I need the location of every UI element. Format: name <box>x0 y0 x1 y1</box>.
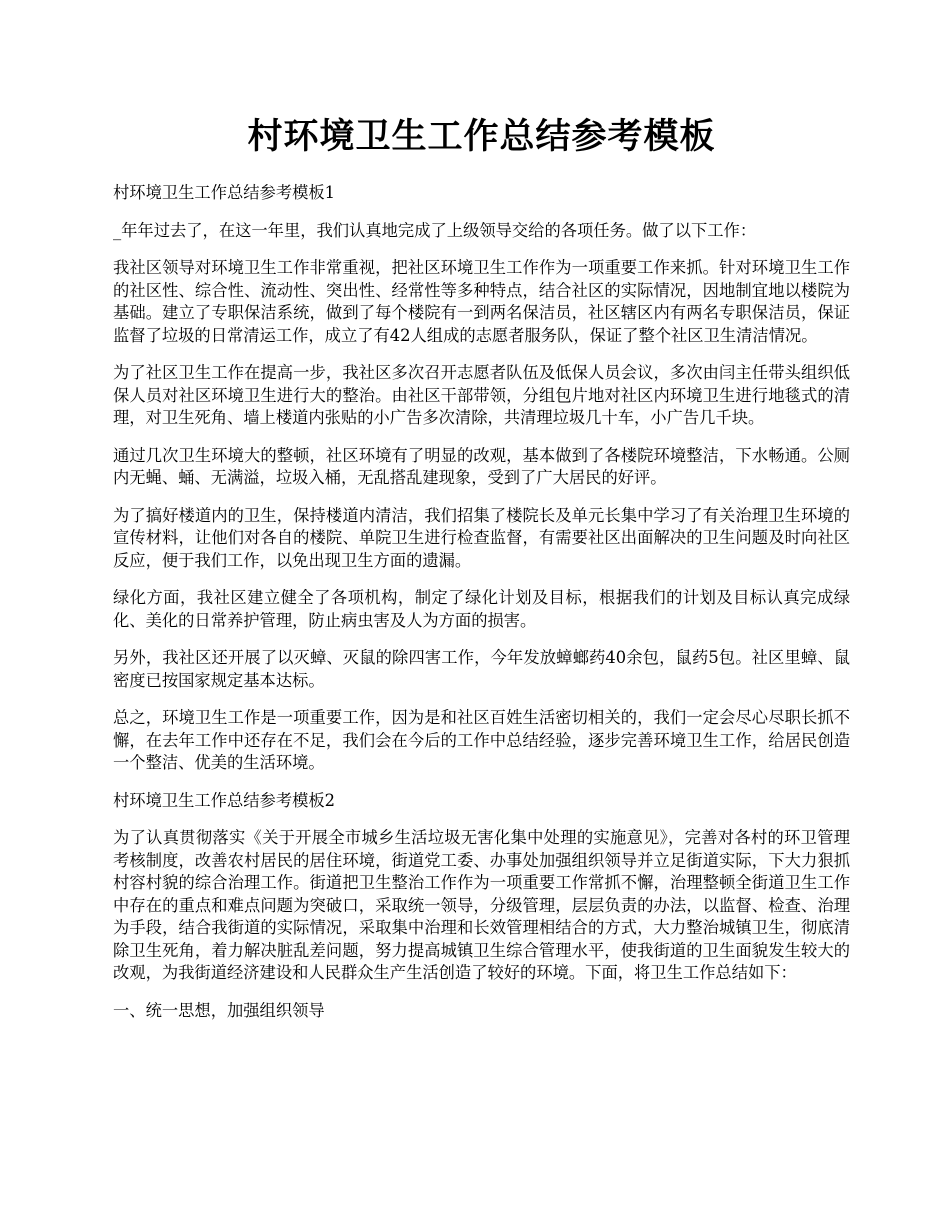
section-heading-2: 村环境卫生工作总结参考模板2 <box>113 790 336 810</box>
document-title: 村环境卫生工作总结参考模板 <box>247 116 716 157</box>
paragraph-improvement: 通过几次卫生环境大的整顿，社区环境有了明显的改观，基本做到了各楼院环境整洁，下水畅通。公厕内无蝇、蛹、无满溢，垃圾入桶，无乱搭乱建现象，受到了广大居民的好评。 <box>113 445 850 487</box>
paragraph-greening: 绿化方面，我社区建立健全了各项机构，制定了绿化计划及目标，根据我们的计划及目标认真完成绿化、美化的日常养护管理，防止病虫害及人为方面的损害。 <box>113 588 850 630</box>
subsection-heading-1: 一、统一思想，加强组织领导 <box>113 1000 325 1020</box>
paragraph-conclusion: 总之，环境卫生工作是一项重要工作，因为是和社区百姓生活密切相关的，我们一定会尽心尽职长抓不懈，在去年工作中还存在不足，我们会在今后的工作中总结经验，逐步完善环境卫生工作，给居民创造一个整洁、优美的生活环境。 <box>113 708 850 772</box>
section-heading-1: 村环境卫生工作总结参考模板1 <box>113 183 336 202</box>
paragraph-pest-control: 另外，我社区还开展了以灭蟑、灭鼠的除四害工作，今年发放蟑螂药40余包，鼠药5包。社区里蟑、鼠密度已按国家规定基本达标。 <box>113 648 850 690</box>
paragraph-corridor-hygiene: 为了搞好楼道内的卫生，保持楼道内清洁，我们招集了楼院长及单元长集中学习了有关治理卫生环境的宣传材料，让他们对各自的楼院、单院卫生进行检查监督，有需要社区出面解决的卫生问题及时向社区反应，便于我们工作，以免出现卫生方面的遗漏。 <box>113 505 850 570</box>
document-page <box>113 112 850 1037</box>
paragraph-volunteer-cleanup: 为了社区卫生工作在提高一步，我社区多次召开志愿者队伍及低保人员会议，多次由闫主任带头组织低保人员对社区环境卫生进行大的整治。由社区干部带领，分组包片地对社区内环境卫生进行地毯式的清理，对卫生死角、墙上楼道内张贴的小广告多次清除，共清理垃圾几十车，小广告几千块。 <box>113 363 850 427</box>
paragraph-intro: _年年过去了，在这一年里，我们认真地完成了上级领导交给的各项任务。做了以下工作： <box>113 220 757 240</box>
paragraph-cleaning-system: 我社区领导对环境卫生工作非常重视，把社区环境卫生工作作为一项重要工作来抓。针对环境卫生工作的社区性、综合性、流动性、突出性、经常性等多种特点，结合社区的实际情况，因地制宜地以楼院为基础。建立了专职保洁系统，做到了每个楼院有一到两名保洁员，社区辖区内有两名专职保洁员，保证监督了垃圾的日常清运工作，成立了有42人组成的志愿者服务队，保证了整个社区卫生清洁情况。 <box>113 258 850 345</box>
paragraph-implementation: 为了认真贯彻落实《关于开展全市城乡生活垃圾无害化集中处理的实施意见》，完善对各村的环卫管理考核制度，改善农村居民的居住环境，街道党工委、办事处加强组织领导并立足街道实际，下大力狠抓村容村貌的综合治理工作。街道把卫生整治工作作为一项重要工作常抓不懈，治理整顿全街道卫生工作中存在的重点和难点问题为突破口，采取统一领导，分级管理，层层负责的办法，以监督、检查、治理为手段，结合我街道的实际情况，采取集中治理和长效管理相结合的方式，大力整治城镇卫生，彻底清除卫生死角，着力解决脏乱差问题，努力提高城镇卫生综合管理水平，使我街道的卫生面貌发生较大的改观，为我街道经济建设和人民群众生产生活创造了较好的环境。下面，将卫生工作总结如下： <box>113 828 850 982</box>
